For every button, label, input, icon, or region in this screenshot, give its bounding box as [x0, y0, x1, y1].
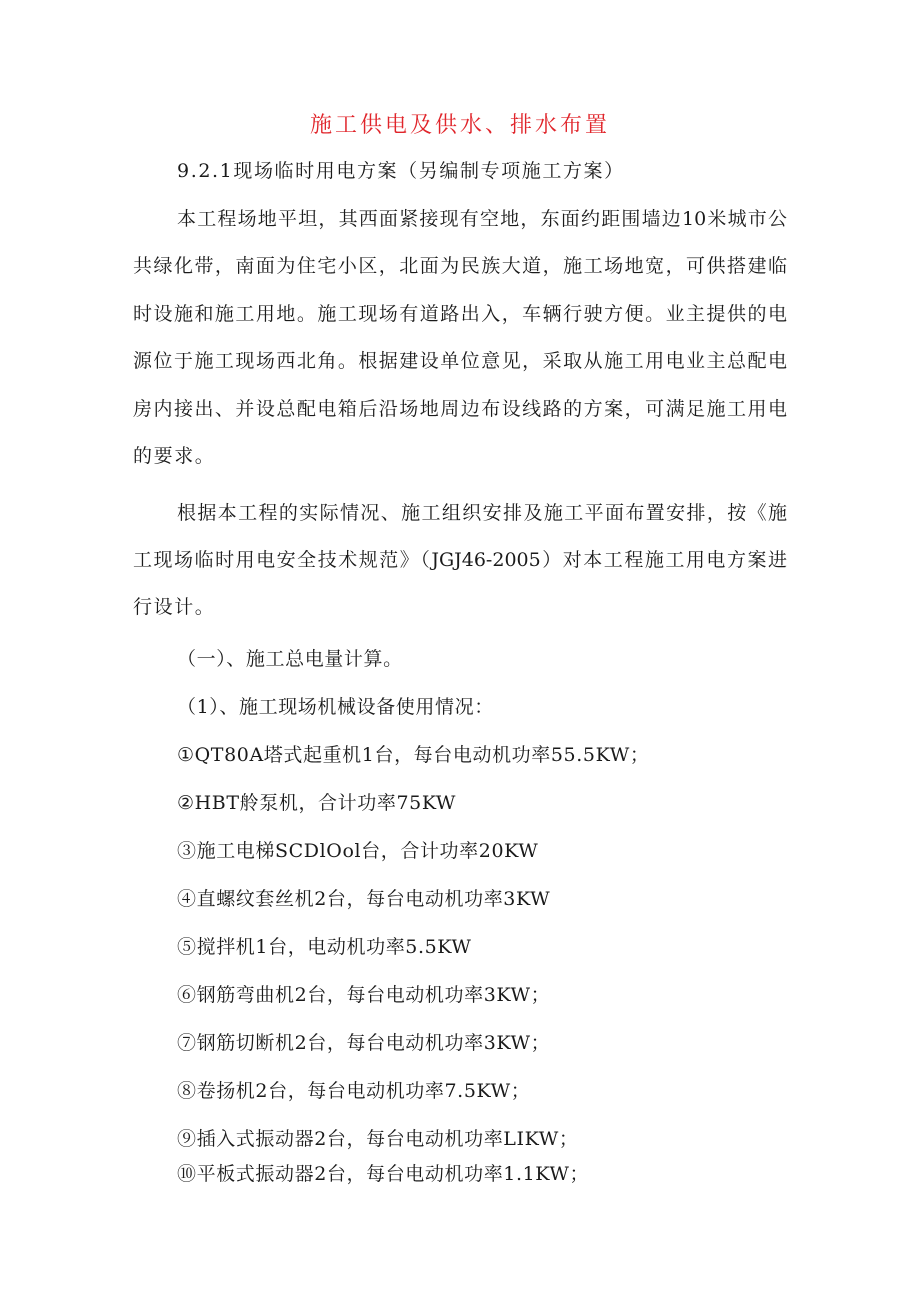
equipment-item: ⑥钢筋弯曲机2台，每台电动机功率3KW； — [177, 984, 551, 1006]
paragraph-line: 工现场临时用电安全技术规范》（JGJ46-2005）对本工程施工用电方案进 — [133, 549, 787, 571]
equipment-item: ③施工电梯SCDlOol台，合计功率20KW — [177, 840, 539, 862]
subheading-total-power: （一）、施工总电量计算。 — [177, 648, 403, 670]
paragraph-line: 的要求。 — [133, 445, 216, 467]
equipment-item: ⑦钢筋切断机2台，每台电动机功率3KW； — [177, 1032, 551, 1054]
equipment-item: ①QT80A塔式起重机1台，每台电动机功率55.5KW； — [177, 744, 650, 766]
equipment-item: ⑤搅拌机1台，电动机功率5.5KW — [177, 936, 472, 958]
equipment-item: ⑩平板式振动器2台，每台电动机功率1.1KW； — [177, 1163, 590, 1185]
equipment-item: ②HBT舲泵机，合计功率75KW — [177, 792, 457, 814]
section-heading: 9.2.1现场临时用电方案（另编制专项施工方案） — [177, 160, 625, 182]
paragraph-line: 房内接出、并设总配电箱后沿场地周边布设线路的方案，可满足施工用电 — [133, 398, 787, 420]
equipment-item: ④直螺纹套丝机2台，每台电动机功率3KW — [177, 888, 551, 910]
document-title: 施工供电及供水、排水布置 — [309, 113, 610, 138]
subheading-equipment-usage: （1）、施工现场机械设备使用情况： — [177, 696, 494, 718]
paragraph-line: 本工程场地平坦，其西面紧接现有空地，东面约距围墙边10米城市公 — [177, 208, 787, 230]
paragraph-line: 根据本工程的实际情况、施工组织安排及施工平面布置安排，按《施 — [177, 502, 787, 524]
paragraph-line: 共绿化带，南面为住宅小区，北面为民族大道，施工场地宽，可供搭建临 — [133, 255, 787, 277]
equipment-item: ⑧卷扬机2台，每台电动机功率7.5KW； — [177, 1080, 531, 1102]
paragraph-line: 源位于施工现场西北角。根据建设单位意见，采取从施工用电业主总配电 — [133, 350, 787, 372]
paragraph-line: 行设计。 — [133, 596, 216, 618]
paragraph-line: 时设施和施工用地。施工现场有道路出入，车辆行驶方便。业主提供的电 — [133, 303, 787, 325]
equipment-item: ⑨插入式振动器2台，每台电动机功率LIKW； — [177, 1128, 579, 1150]
